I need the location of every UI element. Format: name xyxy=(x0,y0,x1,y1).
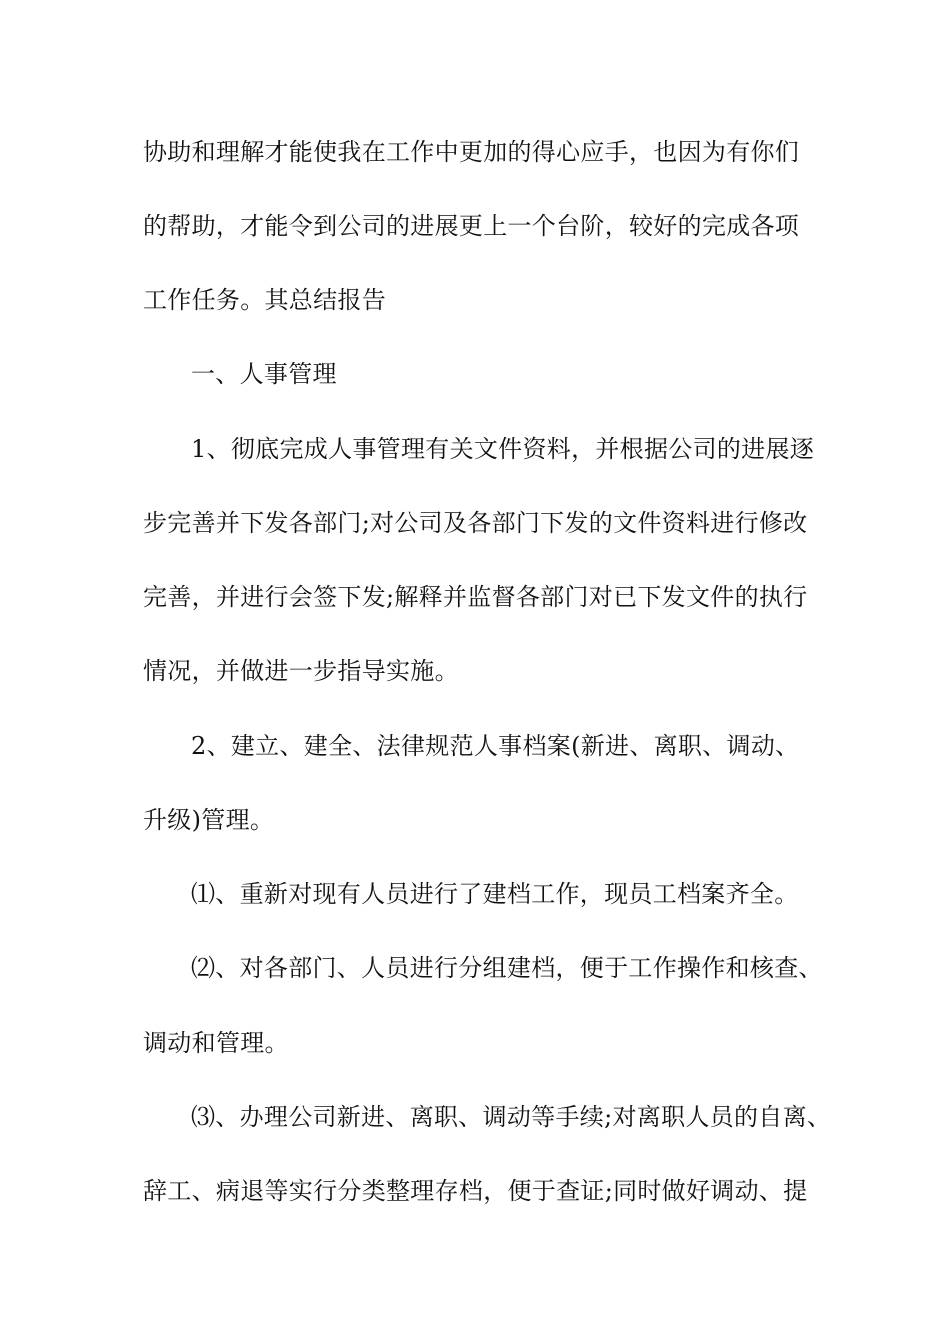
sub-list-item-text: ⑴、重新对现有人员进行了建档工作，现员工档案齐全。 xyxy=(191,880,799,908)
body-text-line: 升级)管理。 xyxy=(143,806,275,834)
list-item-text: 2、建立、建全、法律规范人事档案(新进、离职、调动、 xyxy=(191,732,800,760)
body-text-line: 情况，并做进一步指导实施。 xyxy=(143,657,459,685)
body-text-line: 调动和管理。 xyxy=(143,1029,289,1057)
list-item-text: 1、彻底完成人事管理有关文件资料，并根据公司的进展逐 xyxy=(191,435,815,463)
sub-list-item-text: ⑵、对各部门、人员进行分组建档，便于工作操作和核查、 xyxy=(191,954,823,982)
sub-list-item-text: ⑶、办理公司新进、离职、调动等手续;对离职人员的自离、 xyxy=(191,1103,832,1131)
section-heading: 一、人事管理 xyxy=(191,360,337,388)
body-text-line: 工作任务。其总结报告 xyxy=(143,286,386,314)
body-text-line: 的帮助，才能令到公司的进展更上一个台阶，较好的完成各项 xyxy=(143,212,800,240)
body-text-line: 协助和理解才能使我在工作中更加的得心应手，也因为有你们 xyxy=(143,138,800,166)
body-text-line: 辞工、病退等实行分类整理存档，便于查证;同时做好调动、提 xyxy=(143,1177,808,1205)
body-text-line: 完善，并进行会签下发;解释并监督各部门对已下发文件的执行 xyxy=(143,583,808,611)
body-text-line: 步完善并下发各部门;对公司及各部门下发的文件资料进行修改 xyxy=(143,509,808,537)
